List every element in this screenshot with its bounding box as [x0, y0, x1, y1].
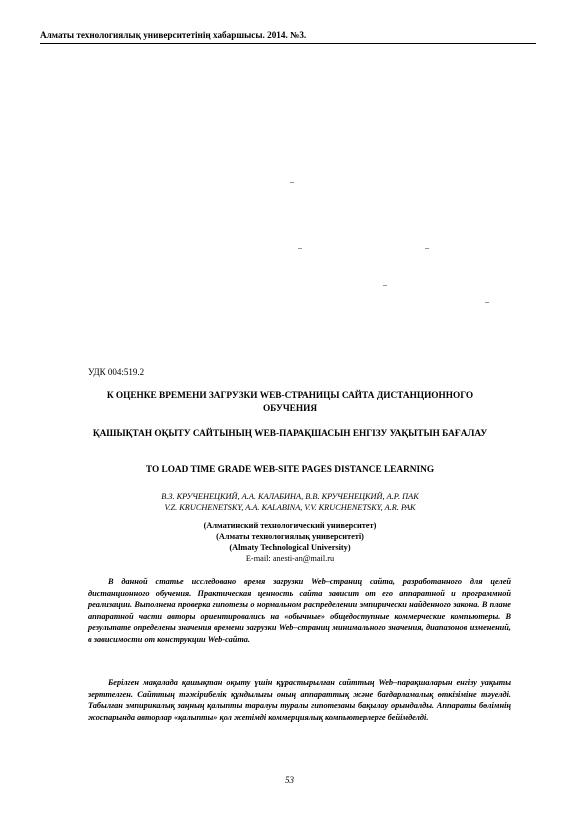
affiliation-en: (Almaty Technological University)	[229, 543, 351, 552]
page-number: 53	[285, 775, 294, 785]
abstract-kz: Берілген мақалада қашықтан оқыту үшін құрастырылған сайттың Web–парақшаларын енгізу уақыты зерттелген. Сайттың тәжірибелік құндылығы оның аппараттық және бағдарламалық өткізіміне тәуелді. Табылған эмпирикалық заңның қалыпты таралуы туралы гипотезаны бақылау орындалды. Аппараты бөлімнің жоспарында авторлар «қалыпты» қол жетімді коммерциялық компьютерлерге бейімделді.	[88, 678, 511, 722]
title-ru: К ОЦЕНКЕ ВРЕМЕНИ ЗАГРУЗКИ WEB-СТРАНИЦЫ САЙТА ДИСТАНЦИОННОГО ОБУЧЕНИЯ	[106, 391, 474, 414]
authors-en: V.Z. KRUCHENETSKY, A.A. KALABINA, V.V. KRUCHENETSKY, A.R. PAK	[164, 503, 416, 512]
dash-mark: –	[290, 177, 294, 186]
authors	[80, 491, 500, 513]
journal-header: Алматы технологиялық университетінің хабаршысы. 2014. №3.	[40, 30, 536, 44]
title-en: TO LOAD TIME GRADE WEB-SITE PAGES DISTANCE LEARNING	[145, 465, 435, 475]
email: E-mail: anesti-an@mail.ru	[245, 554, 335, 563]
affiliation-kz: (Алматы технологиялық университеті)	[216, 532, 364, 541]
authors-ru: В.З. КРУЧЕНЕЦКИЙ, А.А. КАЛАБИНА, В.В. КРУЧЕНЕЦКИЙ, А.Р. ПАК	[161, 492, 419, 501]
dash-mark: –	[298, 243, 302, 252]
affiliation-ru: (Алматинский технологический университет)	[203, 521, 377, 530]
title-kz: ҚАШЫҚТАН ОҚЫТУ САЙТЫНЫҢ WEB-ПАРАҚШАСЫН ЕНГІЗУ УАҚЫТЫН БАҒАЛАУ	[92, 429, 488, 439]
dash-mark: –	[425, 243, 429, 252]
dash-mark: –	[485, 297, 489, 306]
dash-mark: –	[383, 280, 387, 289]
udk-code: УДК 004:519.2	[88, 367, 145, 377]
affiliation	[80, 520, 500, 564]
abstract-ru: В данной статье исследовано время загрузки Web–страниц сайта, разработанного для целей дистанционного обучения. Практическая ценность сайта зависит от его аппаратной и программной реализации. Выполнена проверка гипотезы о нормальном распределении эмпирически найденного закона. В плане аппаратной части авторы ориентировались на «обычные» общедоступные коммерческие компьютеры. В результате определены значения времени загрузки Web–страниц минимального значения, диапазонов изменений, в зависимости от конструкции Web-сайта.	[88, 577, 511, 644]
